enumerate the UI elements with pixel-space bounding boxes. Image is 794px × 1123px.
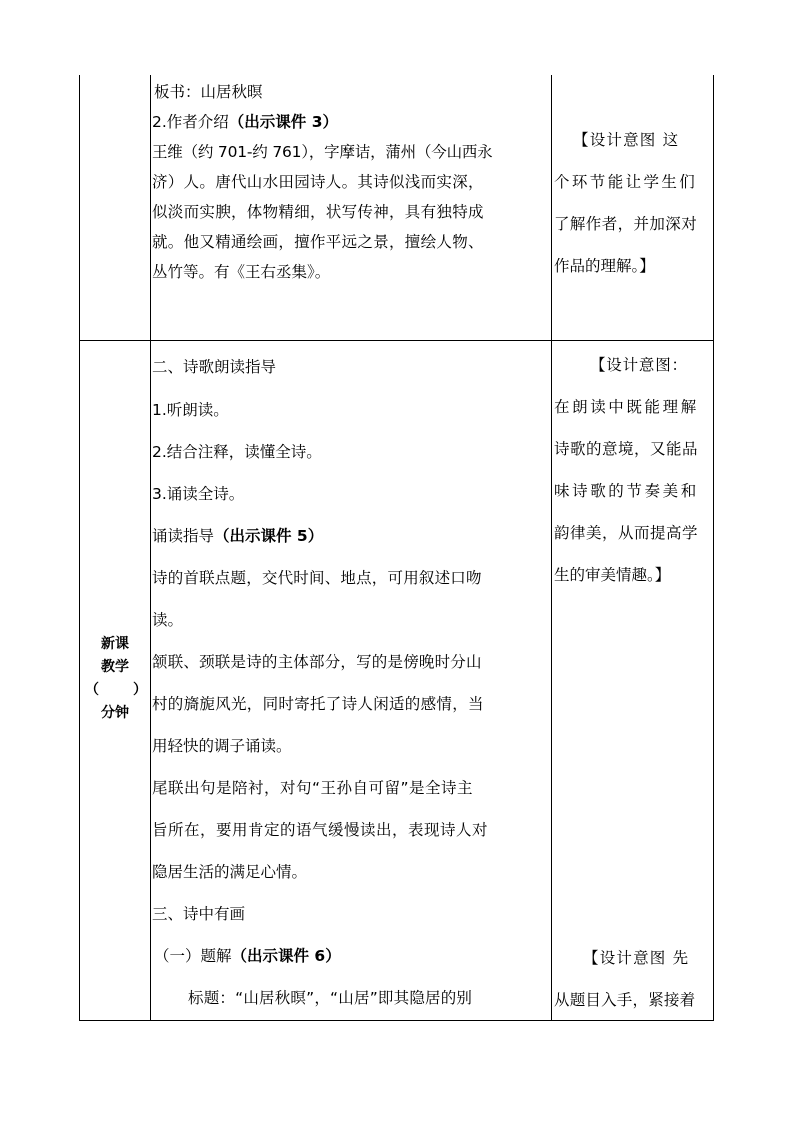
step-item: 3.诵读全诗。 bbox=[152, 485, 245, 503]
label-column-divider bbox=[150, 75, 151, 1021]
label-line: 教学 bbox=[101, 659, 129, 675]
guide-paragraph-line: 村的旖旎风光，同时寄托了诗人闲适的感情，当 bbox=[152, 695, 484, 713]
subsection-heading: （一）题解（出示课件 6） bbox=[154, 947, 341, 965]
design-intent-line: 作品的理解。】 bbox=[554, 257, 655, 275]
design-intent-line: 生的审美情趣。】 bbox=[554, 566, 671, 584]
label-line: 分钟 bbox=[101, 705, 129, 721]
author-bio-line: 济）人。唐代山水田园诗人。其诗似浅而实深， bbox=[152, 173, 484, 191]
board-writing: 板书：山居秋暝 bbox=[154, 83, 263, 101]
guide-paragraph-line: 读。 bbox=[152, 611, 184, 629]
design-intent-line: 韵律美，从而提高学 bbox=[554, 524, 699, 542]
step-item: 1.听朗读。 bbox=[152, 401, 229, 419]
reading-guide-heading: 诵读指导（出示课件 5） bbox=[152, 527, 324, 545]
slide-reference: （出示课件 3） bbox=[228, 113, 338, 131]
row-divider bbox=[79, 340, 714, 341]
design-intent-line: 诗歌的意境，又能品 bbox=[554, 440, 699, 458]
design-intent-line: 【设计意图： bbox=[590, 356, 688, 374]
guide-paragraph-line: 颔联、颈联是诗的主体部分，写的是傍晚时分山 bbox=[152, 653, 482, 671]
label-paren-open: （ bbox=[85, 682, 99, 698]
design-intent-line: 从题目入手，紧接着 bbox=[554, 991, 696, 1009]
slide-reference: （出示课件 6） bbox=[231, 947, 341, 965]
author-bio-line: 王维（约 701-约 761），字摩诘，蒲州（今山西永 bbox=[152, 143, 493, 161]
design-intent-line: 了解作者，并加深对 bbox=[554, 215, 698, 233]
section-heading: 二、诗歌朗读指导 bbox=[152, 358, 277, 376]
step-item: 2.结合注释，读懂全诗。 bbox=[152, 443, 322, 461]
guide-paragraph-line: 诗的首联点题，交代时间、地点，可用叙述口吻 bbox=[152, 569, 482, 587]
title-explanation-line: 标题：“山居秋暝”，“山居”即其隐居的别 bbox=[188, 989, 473, 1007]
guide-paragraph-line: 隐居生活的满足心情。 bbox=[152, 863, 308, 881]
design-intent-line: 【设计意图 先 bbox=[583, 949, 690, 967]
label-line: 新课 bbox=[101, 636, 129, 652]
design-intent-line: 味诗歌的节奏美和 bbox=[554, 482, 699, 500]
author-bio-line: 似淡而实腴，体物精细，状写传神，具有独特成 bbox=[152, 203, 484, 221]
table-bottom-border bbox=[79, 1020, 714, 1021]
author-bio-line: 就。他又精通绘画，擅作平远之景，擅绘人物、 bbox=[152, 233, 484, 251]
section-heading: 三、诗中有画 bbox=[152, 905, 246, 923]
guide-paragraph-line: 用轻快的调子诵读。 bbox=[152, 737, 292, 755]
author-bio-line: 丛竹等。有《王右丞集》。 bbox=[152, 263, 331, 281]
author-intro-heading: 2.作者介绍（出示课件 3） bbox=[152, 113, 338, 131]
guide-paragraph-line: 旨所在，要用肯定的语气缓慢读出，表现诗人对 bbox=[152, 821, 489, 839]
content-column-divider bbox=[551, 75, 552, 1021]
table-left-border bbox=[79, 75, 80, 1021]
design-intent-line: 【设计意图 这 bbox=[573, 131, 680, 149]
slide-reference: （出示课件 5） bbox=[214, 527, 324, 545]
design-intent-line: 个环节能让学生们 bbox=[554, 173, 698, 191]
table-right-border bbox=[713, 75, 714, 1021]
label-paren-close: ） bbox=[133, 682, 147, 698]
design-intent-line: 在朗读中既能理解 bbox=[554, 398, 699, 416]
guide-paragraph-line: 尾联出句是陪衬，对句“王孙自可留”是全诗主 bbox=[152, 779, 474, 797]
